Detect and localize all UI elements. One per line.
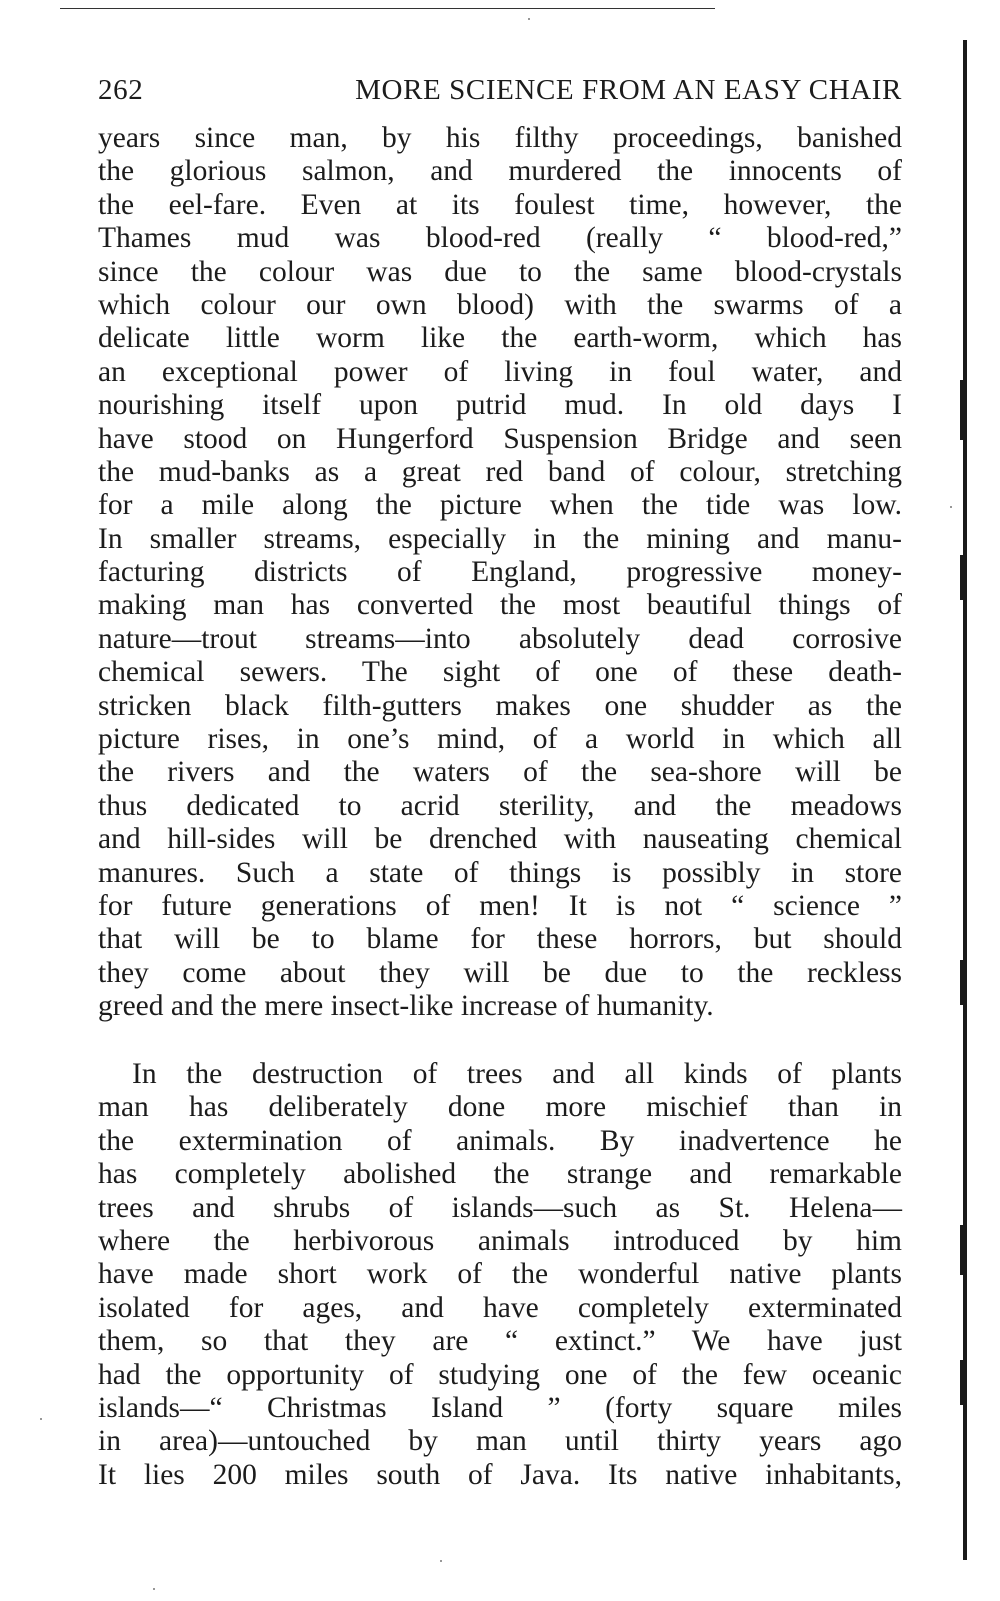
- text-line: have stood on Hungerford Suspension Bridge and seen: [98, 422, 902, 455]
- page-number: 262: [98, 74, 144, 106]
- text-line: for a mile along the picture when the tide was low.: [98, 489, 902, 522]
- running-title: MORE SCIENCE FROM AN EASY CHAIR: [355, 74, 902, 106]
- text-line: greed and the mere insect-like increase of humanity.: [98, 990, 714, 1023]
- running-head: [98, 74, 902, 114]
- text-line: chemical sewers. The sight of one of these death-: [98, 656, 902, 689]
- text-line: the eel-fare. Even at its foulest time, however, the: [98, 188, 902, 221]
- text-line: facturing districts of England, progressive money-: [98, 556, 902, 589]
- text-line: manures. Such a state of things is possibly in store: [98, 856, 902, 889]
- print-speck: [153, 1588, 155, 1590]
- text-line: the extermination of animals. By inadvertence he: [98, 1124, 902, 1157]
- print-speck: [440, 1560, 442, 1562]
- text-line: stricken black filth-gutters makes one shudder as the: [98, 689, 902, 722]
- text-line: the mud-banks as a great red band of colour, stretching: [98, 455, 902, 488]
- text-line: that will be to blame for these horrors, but should: [98, 923, 902, 956]
- text-line: nature—trout streams—into absolutely dead corrosive: [98, 622, 902, 655]
- print-speck: [528, 18, 530, 20]
- text-line: where the herbivorous animals introduced by him: [98, 1224, 902, 1257]
- text-line: them, so that they are “ extinct.” We have just: [98, 1325, 902, 1358]
- text-line: had the opportunity of studying one of the few oceanic: [98, 1358, 902, 1391]
- text-line: Thames mud was blood-red (really “ blood-red,”: [98, 222, 902, 255]
- text-line: islands—“ Christmas Island ” (forty square miles: [98, 1391, 902, 1424]
- page-edge-mark: [960, 1225, 967, 1275]
- text-line: since the colour was due to the same blood-crystals: [98, 255, 902, 288]
- text-line: an exceptional power of living in foul water, and: [98, 355, 902, 388]
- print-speck: [950, 506, 952, 508]
- page-edge-mark: [960, 1360, 967, 1405]
- text-line: the rivers and the waters of the sea-shore will be: [98, 756, 902, 789]
- text-line: they come about they will be due to the reckless: [98, 956, 902, 989]
- text-line: trees and shrubs of islands—such as St. Helena—: [98, 1191, 902, 1224]
- text-line: man has deliberately done more mischief than in: [98, 1091, 902, 1124]
- text-line: and hill-sides will be drenched with nauseating chemical: [98, 823, 902, 856]
- print-speck: [40, 1418, 42, 1420]
- paragraph-2: [98, 1058, 902, 1492]
- page-edge-mark: [960, 960, 967, 1005]
- text-line: nourishing itself upon putrid mud. In old days I: [98, 389, 902, 422]
- page-edge-shadow: [963, 40, 967, 1560]
- text-line: years since man, by his filthy proceedings, banished: [98, 122, 902, 154]
- text-line: In smaller streams, especially in the mining and manu-: [98, 522, 902, 555]
- text-line: which colour our own blood) with the swarms of a: [98, 288, 902, 321]
- page-edge-mark: [960, 555, 967, 600]
- text-line: delicate little worm like the earth-worm, which has: [98, 322, 902, 355]
- text-line: for future generations of men! It is not “ science ”: [98, 889, 902, 922]
- text-line: picture rises, in one’s mind, of a world in which all: [98, 723, 902, 756]
- text-line: isolated for ages, and have completely exterminated: [98, 1291, 902, 1324]
- text-line: thus dedicated to acrid sterility, and the meadows: [98, 789, 902, 822]
- text-line: In the destruction of trees and all kinds of plants: [132, 1058, 902, 1090]
- text-line: making man has converted the most beautiful things of: [98, 589, 902, 622]
- text-line: have made short work of the wonderful native plants: [98, 1258, 902, 1291]
- text-line: in area)—untouched by man until thirty years ago: [98, 1425, 902, 1458]
- text-line: the glorious salmon, and murdered the innocents of: [98, 155, 902, 188]
- page-edge-mark: [960, 380, 967, 440]
- text-line: It lies 200 miles south of Java. Its native inhabitants,: [98, 1458, 902, 1491]
- top-rule: [60, 8, 715, 9]
- paragraph-1: [98, 122, 902, 1024]
- text-line: has completely abolished the strange and remarkable: [98, 1158, 902, 1191]
